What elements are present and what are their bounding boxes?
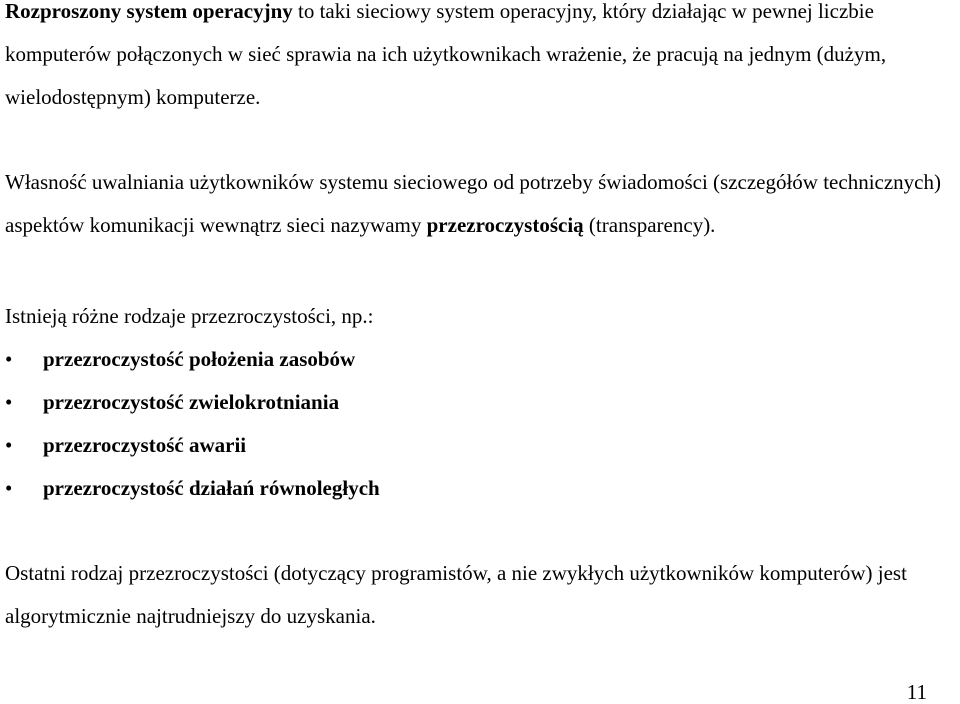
paragraph-types-intro: Istnieją różne rodzaje przezroczystości, np.: bbox=[5, 304, 374, 328]
transparency-suffix: (transparency). bbox=[583, 213, 716, 237]
bullet-icon: • bbox=[5, 433, 13, 457]
definition-text: to taki sieciowy system operacyjny, który działając w pewnej liczbie komputerów połączonych w sieć sprawia na ich użytkownikach wrażenie, że pracują na jednym (dużym, wielodostępnym) komputerze. bbox=[5, 0, 887, 109]
list-item bbox=[0, 467, 960, 510]
paragraph-transparency bbox=[5, 161, 955, 247]
list-item-label: przezroczystość awarii bbox=[43, 433, 247, 457]
transparency-term: przezroczystością bbox=[426, 213, 584, 237]
paragraph-definition bbox=[5, 0, 955, 119]
list-item bbox=[0, 338, 960, 381]
list-item-label: przezroczystość zwielokrotniania bbox=[43, 390, 340, 414]
bullet-icon: • bbox=[5, 476, 13, 500]
list-item-label: przezroczystość działań równoległych bbox=[43, 476, 380, 500]
bullet-icon: • bbox=[5, 390, 13, 414]
transparency-types-list bbox=[0, 338, 960, 510]
definition-term: Rozproszony system operacyjny bbox=[5, 0, 293, 23]
bullet-icon: • bbox=[5, 347, 13, 371]
paragraph-conclusion: Ostatni rodzaj przezroczystości (dotyczący programistów, a nie zwykłych użytkowników komputerów) jest algorytmicznie najtrudniejszy do uzyskania. bbox=[5, 561, 907, 628]
list-item-label: przezroczystość położenia zasobów bbox=[43, 347, 356, 371]
page-number: 11 bbox=[906, 680, 927, 704]
list-item bbox=[0, 381, 960, 424]
transparency-text: Własność uwalniania użytkowników systemu sieciowego od potrzeby świadomości (szczegółów technicznych) aspektów komunikacji wewnątrz sieci nazywamy bbox=[5, 170, 941, 237]
list-item bbox=[0, 424, 960, 467]
